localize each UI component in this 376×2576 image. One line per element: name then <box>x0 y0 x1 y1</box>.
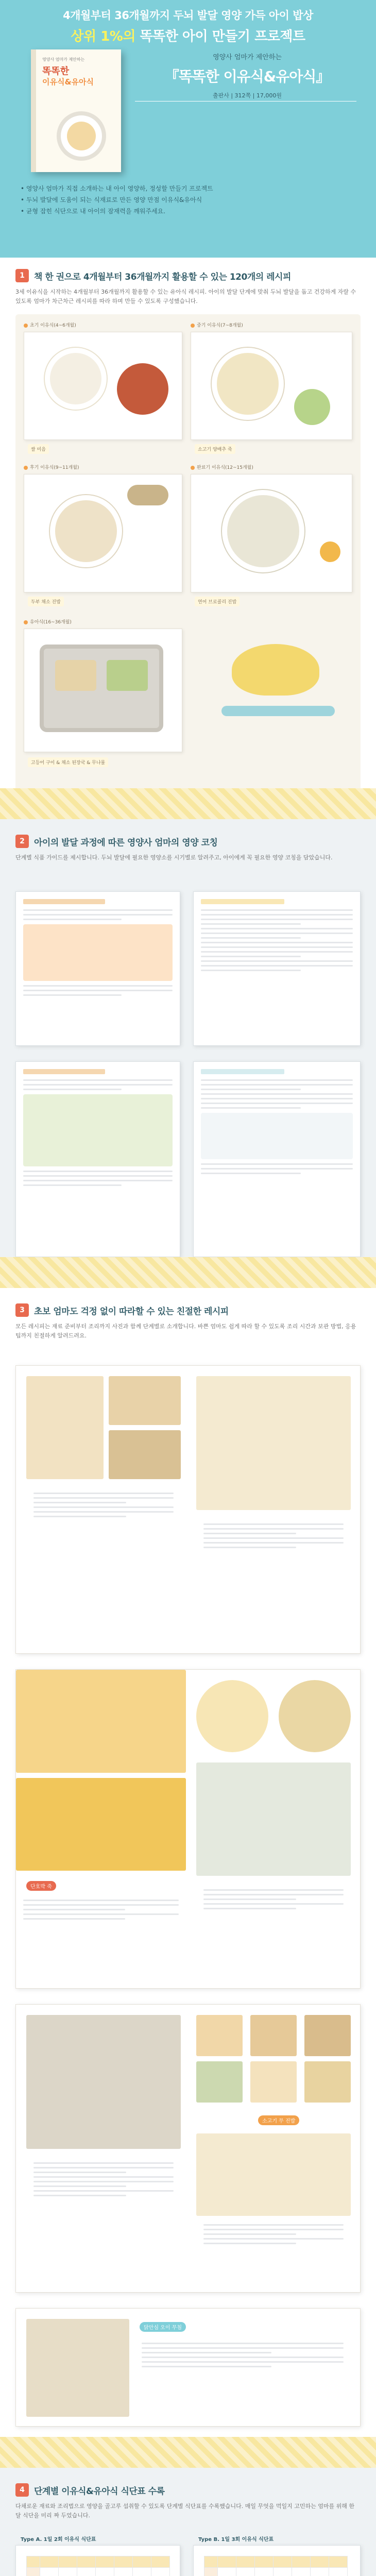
recipe-spread-mock <box>15 1669 361 1989</box>
book-page-mock <box>193 1061 361 1257</box>
section-number: 1 <box>15 269 29 282</box>
food-photo <box>196 1762 351 1876</box>
food-photo <box>250 2061 297 2103</box>
book-subtitle: 영양사 엄마가 제안하는 <box>213 54 282 61</box>
book-cover-title-1: 똑똑한 <box>42 66 70 77</box>
section-number: 2 <box>15 835 29 848</box>
recipe-page-mock <box>24 474 182 592</box>
porridge-bowl-icon <box>45 348 107 410</box>
book-page-mock <box>15 891 180 1046</box>
hero-headline-2 <box>0 26 376 45</box>
food-photo <box>279 1680 351 1752</box>
section-meal-plan <box>0 2468 376 2576</box>
book-page-mock <box>15 1061 180 1257</box>
stage-tag: 후기 이유식(9~11개월) <box>24 464 79 470</box>
meal-plan-page-mock <box>193 2545 361 2576</box>
book-cover-small: 영양사 엄마가 제안하는 <box>42 57 85 62</box>
food-photo <box>304 2061 351 2103</box>
stage-tag: 유아식(16~36개월) <box>24 618 72 625</box>
porridge-bowl-icon <box>212 348 284 420</box>
recipe-chip: 소고기 무 진밥 <box>258 2115 299 2125</box>
recipe-spread-mock <box>15 2004 361 2293</box>
hero-headline-2a: 상위 1%의 <box>71 29 135 44</box>
food-photo <box>196 2061 243 2103</box>
book-title: 『똑똑한 이유식&유아식』 <box>164 68 330 85</box>
book-cover <box>31 49 121 172</box>
book-info <box>139 52 355 99</box>
bowl-icon <box>57 111 106 161</box>
egg-icon <box>320 541 340 562</box>
food-photo <box>26 1376 104 1479</box>
food-photo <box>26 2015 181 2149</box>
bread-icon <box>127 485 168 505</box>
food-photo <box>16 1778 186 1871</box>
food-photo <box>196 2015 243 2056</box>
recipe-caption: 소고기 양배추 죽 <box>195 444 235 454</box>
hero-bullets <box>21 183 355 217</box>
list-item: • 영양사 엄마가 직접 소개하는 내 아이 영양하, 정성할 만들기 프로젝트 <box>21 185 213 192</box>
recipe-chip: 단호박 죽 <box>26 1881 56 1891</box>
recipe-spread-mock <box>15 2308 361 2427</box>
section-title: 책 한 권으로 4개월부터 36개월까지 활용할 수 있는 120개의 레시피 <box>34 272 291 282</box>
list-item: • 균형 잡힌 식단으로 내 아이의 잠재력을 깨워주세요. <box>21 208 166 215</box>
book-price: 출판사 | 312쪽 | 17,000원 <box>212 92 282 99</box>
spoon-illustration-icon <box>221 706 335 716</box>
recipe-caption: 고등어 구이 & 채소 된장국 & 무나물 <box>28 757 108 767</box>
section-title: 초보 엄마도 걱정 없이 따라할 수 있는 친절한 레시피 <box>34 1306 229 1317</box>
recipe-caption: 두부 채소 진밥 <box>28 597 64 606</box>
recipe-page-mock <box>191 332 352 440</box>
section-number: 4 <box>15 2483 29 2497</box>
food-photo <box>26 2319 129 2417</box>
recipe-caption: 연어 브로콜리 진밥 <box>195 597 240 606</box>
rice-plate-icon <box>222 490 304 572</box>
food-photo <box>109 1376 181 1425</box>
meal-plan-type-label: Type A. 1일 2회 이유식 식단표 <box>21 2537 96 2543</box>
hero-banner <box>0 0 376 258</box>
section-description: 단계별 식품 가이드를 제시합니다. 두뇌 발달에 필요한 영양소를 시기별로 알려주고, 아이에게 꼭 필요한 영양 코칭을 담았습니다. <box>15 854 333 861</box>
section-number: 3 <box>15 1303 29 1317</box>
decorative-band <box>0 2437 376 2468</box>
section-nutrition-coaching <box>0 819 376 1273</box>
fish-icon <box>55 660 96 691</box>
baby-bowl-illustration-icon <box>232 644 319 696</box>
meal-plan-table <box>204 2556 348 2576</box>
recipe-page-mock <box>24 332 182 440</box>
section-easy-recipes <box>0 1288 376 2452</box>
recipe-chip: 닭안심 오이 무침 <box>140 2322 186 2332</box>
section-recipes <box>0 258 376 804</box>
rice-bowl-icon <box>50 495 122 567</box>
meal-plan-table <box>26 2556 170 2576</box>
hero-headline-2b: 똑똑한 아이 만들기 프로젝트 <box>140 29 305 44</box>
decorative-band <box>0 1257 376 1288</box>
section-description: 다채로운 재료와 조리법으로 영양을 골고루 섭취할 수 있도록 단계별 식단표를 수록했습니다. 매일 무엇을 먹일지 고민하는 엄마를 위해 한 달 식단을 미리 짜 두었습니다. <box>15 2503 354 2519</box>
book-page-mock <box>193 891 361 1046</box>
stage-tag: 중기 이유식(7~8개월) <box>191 321 243 328</box>
section-title: 아이의 발달 과정에 따른 영양사 엄마의 영양 코칭 <box>34 837 218 848</box>
meal-plan-type-label: Type B. 1일 3회 이유식 식단표 <box>198 2537 274 2543</box>
food-photo <box>196 2133 351 2216</box>
section-description: 3세 이유식을 시작하는 4개월부터 36개월까지 활용할 수 있는 유아식 레시피. 아이의 발달 단계에 맞춰 두뇌 발달을 돕고 건강하게 자랄 수 있도록 엄마가 차근차근 레시피를 따라 하며 만들 수 있도록 구성했습니다. <box>15 289 356 304</box>
recipe-caption: 쌀 미음 <box>28 444 49 454</box>
food-photo <box>196 1680 268 1752</box>
food-photo <box>250 2015 297 2056</box>
decorative-band <box>0 788 376 819</box>
section-description: 모든 레시피는 재료 준비부터 조리까지 사진과 함께 단계별로 소개합니다. 바쁜 엄마도 쉽게 따라 할 수 있도록 조리 시간과 보관 방법, 응용 팁까지 친절하게 알려드려요. <box>15 1323 356 1339</box>
book-cover-title-2: 이유식&유아식 <box>42 77 94 87</box>
food-photo <box>16 1670 186 1773</box>
section-title: 단계별 이유식&유아식 식단표 수록 <box>34 2486 165 2497</box>
stage-tag: 초기 이유식(4~6개월) <box>24 321 76 328</box>
recipe-showcase <box>15 314 361 799</box>
meal-plan-page-mock <box>15 2545 180 2576</box>
placemat-icon <box>117 363 168 415</box>
recipe-page-mock <box>191 474 352 592</box>
hero-headline-1: 4개월부터 36개월까지 두뇌 발달 영양 가득 아이 밥상 <box>63 9 313 22</box>
recipe-spread-mock <box>15 1365 361 1654</box>
food-photo <box>109 1430 181 1479</box>
stage-tag: 완료기 이유식(12~15개월) <box>191 464 253 470</box>
food-photo <box>304 2015 351 2056</box>
vegetable-icon <box>294 389 330 425</box>
recipe-page-mock <box>24 629 182 752</box>
vegetable-icon <box>107 660 148 691</box>
list-item: • 두뇌 발달에 도움이 되는 식재료로 만든 영양 만점 이유식&유아식 <box>21 196 202 204</box>
food-photo <box>196 1376 351 1510</box>
